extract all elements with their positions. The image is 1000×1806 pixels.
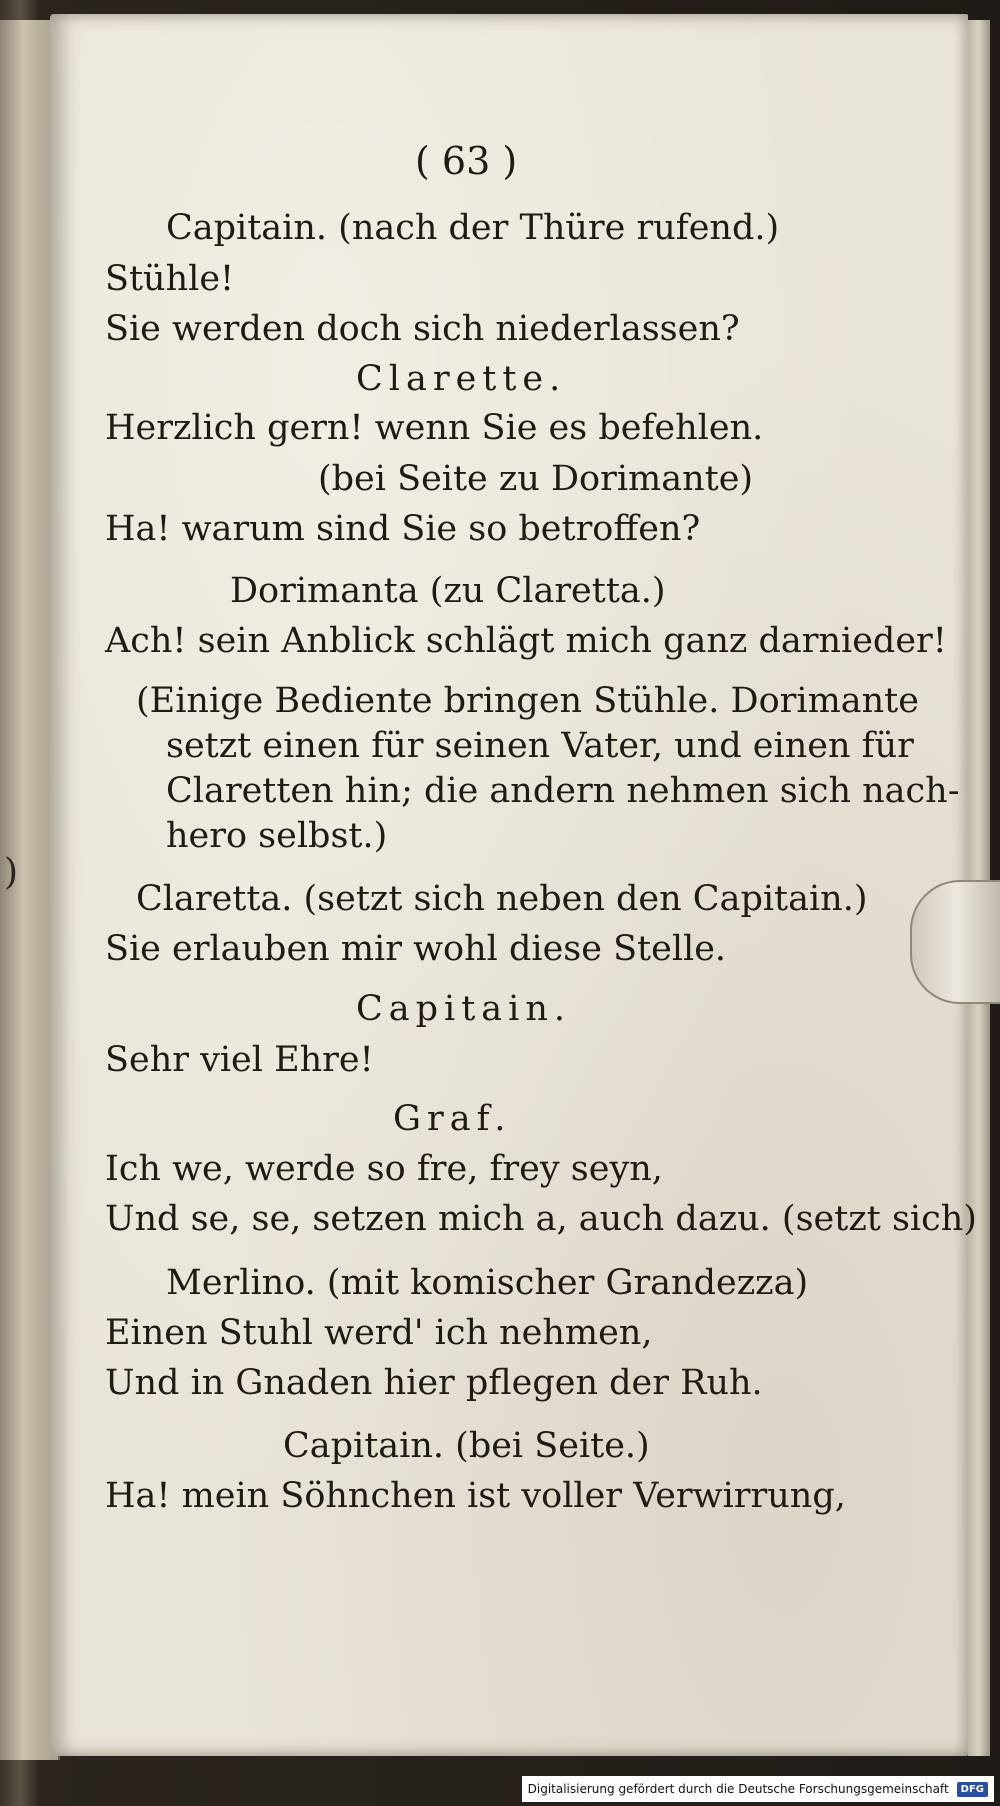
dialogue-line: Ach! sein Anblick schlägt mich ganz darnieder! xyxy=(105,621,947,661)
dialogue-line: Ich we, werde so fre, frey seyn, xyxy=(105,1149,663,1189)
dialogue-line: Sehr viel Ehre! xyxy=(105,1040,374,1080)
dialogue-line: Herzlich gern! wenn Sie es befehlen. xyxy=(105,408,764,448)
stage-direction: (bei Seite zu Dorimante) xyxy=(318,459,754,499)
dialogue-line: Stühle! xyxy=(105,259,235,299)
dialogue-line: Sie werden doch sich niederlassen? xyxy=(105,309,740,349)
stage-direction: (Einige Bediente bringen Stühle. Dorimante xyxy=(136,681,919,721)
page-text xyxy=(50,14,977,1756)
dialogue-line: Und se, se, setzen mich a, auch dazu. (setzt sich) xyxy=(105,1199,977,1239)
stage-direction: setzt einen für seinen Vater, und einen für xyxy=(166,726,914,766)
stage-direction: hero selbst.) xyxy=(166,816,388,856)
page-number: ( 63 ) xyxy=(415,139,518,183)
book-page xyxy=(50,14,977,1756)
speaker-line: Capitain. (bei Seite.) xyxy=(283,1426,650,1466)
dialogue-line: Sie erlauben mir wohl diese Stelle. xyxy=(105,929,727,969)
stage-direction: Claretten hin; die andern nehmen sich nach- xyxy=(166,771,960,811)
speaker-line: Dorimanta (zu Claretta.) xyxy=(230,571,666,611)
left-page-fragment: ) xyxy=(4,852,19,893)
speaker-line: Merlino. (mit komischer Grandezza) xyxy=(166,1263,809,1303)
speaker-name: Capitain. xyxy=(356,989,572,1029)
speaker-line: Capitain. (nach der Thüre rufend.) xyxy=(166,208,780,248)
digitization-credit xyxy=(522,1776,994,1802)
page-clip xyxy=(910,880,1000,1004)
dialogue-line: Einen Stuhl werd' ich nehmen, xyxy=(105,1313,653,1353)
dialogue-line: Ha! mein Söhnchen ist voller Verwirrung, xyxy=(105,1476,846,1516)
dialogue-line: Und in Gnaden hier pflegen der Ruh. xyxy=(105,1363,763,1403)
dialogue-line: Ha! warum sind Sie so betroffen? xyxy=(105,509,701,549)
dfg-logo: DFG xyxy=(957,1782,988,1797)
speaker-name: Graf. xyxy=(393,1099,512,1139)
speaker-line: Claretta. (setzt sich neben den Capitain.) xyxy=(136,879,868,919)
speaker-name: Clarette. xyxy=(356,359,567,399)
credit-text: Digitalisierung gefördert durch die Deutsche Forschungsgemeinschaft xyxy=(527,1782,949,1796)
